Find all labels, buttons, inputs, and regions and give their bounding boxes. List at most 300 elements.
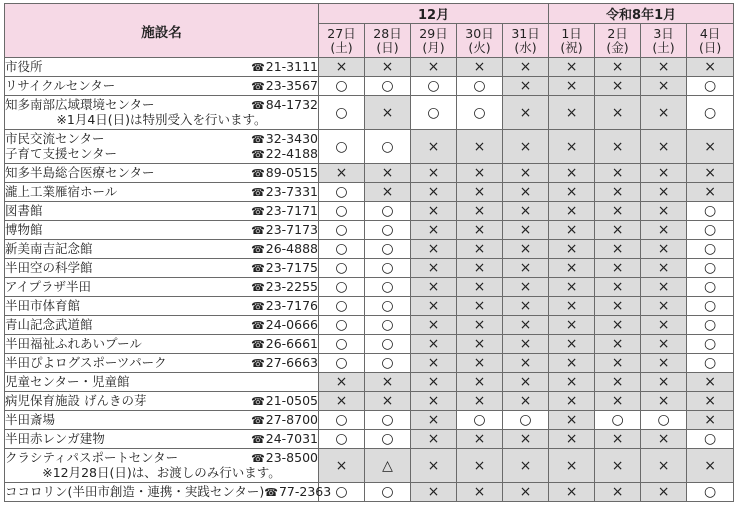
status-open: ○ — [365, 316, 411, 335]
status-closed: × — [595, 297, 641, 316]
table-row — [5, 411, 734, 430]
status-closed: × — [595, 58, 641, 77]
status-closed: × — [549, 316, 595, 335]
facility-name: 青山記念武道館 — [5, 316, 93, 332]
status-open: ○ — [365, 297, 411, 316]
phone-number — [251, 166, 318, 181]
status-open: ○ — [319, 221, 365, 240]
phone-number-text: 26-6661 — [265, 335, 318, 351]
status-closed: × — [457, 316, 503, 335]
day-weekday: (水) — [514, 39, 537, 55]
phone-number — [251, 185, 318, 200]
status-closed: × — [503, 240, 549, 259]
status-open: ○ — [687, 96, 734, 130]
status-closed: × — [641, 483, 687, 502]
status-closed: × — [457, 202, 503, 221]
status-open: ○ — [319, 240, 365, 259]
status-open: ○ — [365, 335, 411, 354]
status-closed: × — [457, 278, 503, 297]
status-closed: × — [457, 164, 503, 183]
phone-number-text: 89-0515 — [265, 164, 318, 180]
status-closed: × — [365, 392, 411, 411]
status-open: ○ — [687, 335, 734, 354]
status-closed: × — [457, 221, 503, 240]
status-closed: × — [641, 430, 687, 449]
status-open: ○ — [411, 96, 457, 130]
day-header — [687, 24, 734, 58]
facility-cell — [5, 96, 319, 130]
table-row — [5, 335, 734, 354]
status-closed: × — [549, 96, 595, 130]
status-closed: × — [503, 77, 549, 96]
status-closed: × — [595, 240, 641, 259]
status-open: ○ — [457, 77, 503, 96]
day-weekday: (祝) — [560, 39, 583, 55]
status-closed: × — [319, 449, 365, 483]
facility-name: 半田ぴよログスポーツパーク — [5, 354, 167, 370]
status-open: ○ — [365, 240, 411, 259]
status-closed: × — [641, 278, 687, 297]
status-closed: × — [687, 130, 734, 164]
status-closed: × — [687, 373, 734, 392]
table-row — [5, 164, 734, 183]
phone-number — [251, 147, 318, 162]
table-row — [5, 259, 734, 278]
status-closed: × — [687, 58, 734, 77]
facility-name: クラシティパスポートセンター — [5, 450, 179, 465]
facility-cell — [5, 240, 319, 259]
facility-cell — [5, 278, 319, 297]
status-closed: × — [503, 297, 549, 316]
facility-cell — [5, 392, 319, 411]
status-closed: × — [457, 58, 503, 77]
day-header — [641, 24, 687, 58]
phone-number — [251, 261, 318, 276]
status-closed: × — [641, 202, 687, 221]
status-closed: × — [457, 259, 503, 278]
phone-number — [251, 337, 318, 352]
status-open: ○ — [687, 430, 734, 449]
status-open: ○ — [687, 77, 734, 96]
day-date: 27日 — [327, 25, 356, 41]
telephone-icon: ☎ — [251, 299, 265, 313]
facility-cell — [5, 373, 319, 392]
phone-number — [251, 318, 318, 333]
phone-number-text: 23-7175 — [265, 259, 318, 275]
status-open: ○ — [319, 77, 365, 96]
status-closed: × — [503, 96, 549, 130]
status-closed: × — [365, 183, 411, 202]
day-header — [457, 24, 503, 58]
telephone-icon: ☎ — [251, 60, 265, 74]
status-open: ○ — [365, 130, 411, 164]
month-header-january: 令和8年1月 — [549, 4, 734, 24]
facility-cell — [5, 297, 319, 316]
status-open: ○ — [365, 221, 411, 240]
facility-name: 知多南部広域環境センター — [5, 97, 155, 112]
phone-number — [251, 132, 318, 147]
phone-number-text: 23-7176 — [265, 297, 318, 313]
status-closed: × — [411, 259, 457, 278]
status-open: ○ — [319, 259, 365, 278]
status-closed: × — [457, 483, 503, 502]
day-weekday: (土) — [330, 39, 353, 55]
status-closed: × — [641, 96, 687, 130]
day-weekday: (日) — [698, 39, 722, 55]
facility-cell — [5, 221, 319, 240]
status-open: ○ — [457, 411, 503, 430]
telephone-icon: ☎ — [251, 147, 265, 161]
status-open: ○ — [319, 278, 365, 297]
phone-number — [264, 485, 331, 500]
telephone-icon: ☎ — [251, 413, 265, 427]
phone-number-text: 23-7173 — [265, 221, 318, 237]
status-closed: × — [641, 297, 687, 316]
phone-number-text: 77-2363 — [278, 483, 332, 499]
table-row — [5, 483, 734, 502]
facility-cell — [5, 430, 319, 449]
facility-name: 市役所 — [5, 58, 43, 74]
status-closed: × — [641, 221, 687, 240]
status-closed: × — [595, 316, 641, 335]
status-closed: × — [595, 77, 641, 96]
status-closed: × — [319, 164, 365, 183]
status-closed: × — [641, 392, 687, 411]
status-closed: × — [641, 449, 687, 483]
phone-number-text: 23-3567 — [265, 77, 318, 93]
phone-number — [251, 242, 318, 257]
status-closed: × — [595, 278, 641, 297]
status-closed: × — [457, 392, 503, 411]
status-open: ○ — [319, 202, 365, 221]
status-open: ○ — [503, 411, 549, 430]
phone-number — [251, 60, 318, 75]
phone-number — [251, 223, 318, 238]
status-closed: × — [549, 483, 595, 502]
phone-number-text: 23-7171 — [265, 202, 318, 218]
status-closed: × — [595, 392, 641, 411]
telephone-icon: ☎ — [251, 261, 265, 275]
status-partial: △ — [365, 449, 411, 483]
day-date: 28日 — [373, 25, 402, 41]
status-closed: × — [411, 335, 457, 354]
status-closed: × — [595, 354, 641, 373]
telephone-icon: ☎ — [251, 356, 265, 370]
telephone-icon: ☎ — [251, 280, 265, 294]
status-closed: × — [457, 335, 503, 354]
facility-name: 半田市体育館 — [5, 297, 81, 313]
day-weekday: (火) — [468, 39, 491, 55]
status-closed: × — [595, 430, 641, 449]
status-closed: × — [503, 483, 549, 502]
phone-number — [251, 432, 318, 447]
status-closed: × — [411, 240, 457, 259]
status-closed: × — [641, 335, 687, 354]
phone-number-text: 27-8700 — [265, 411, 318, 427]
table-row — [5, 354, 734, 373]
facility-cell — [5, 164, 319, 183]
facility-name: 病児保育施設 げんきの芽 — [5, 392, 147, 408]
telephone-icon: ☎ — [264, 485, 278, 499]
status-open: ○ — [687, 297, 734, 316]
table-row — [5, 96, 734, 130]
phone-number-text: 23-7331 — [265, 183, 318, 199]
status-open: ○ — [687, 221, 734, 240]
status-closed: × — [641, 183, 687, 202]
day-weekday: (日) — [376, 39, 399, 55]
table-row — [5, 183, 734, 202]
facility-name: アイプラザ半田 — [5, 278, 92, 294]
status-closed: × — [503, 202, 549, 221]
status-closed: × — [549, 164, 595, 183]
status-closed: × — [503, 430, 549, 449]
status-closed: × — [549, 130, 595, 164]
status-closed: × — [411, 411, 457, 430]
telephone-icon: ☎ — [251, 223, 265, 237]
status-open: ○ — [319, 297, 365, 316]
status-closed: × — [549, 202, 595, 221]
table-row — [5, 449, 734, 483]
month-header-december: 12月 — [319, 4, 549, 24]
status-closed: × — [503, 278, 549, 297]
status-closed: × — [503, 373, 549, 392]
status-closed: × — [503, 221, 549, 240]
facility-cell — [5, 449, 319, 483]
telephone-icon: ☎ — [251, 204, 265, 218]
status-closed: × — [549, 58, 595, 77]
facility-cell — [5, 202, 319, 221]
day-date: 3日 — [653, 25, 674, 41]
telephone-icon: ☎ — [251, 452, 265, 465]
status-closed: × — [503, 335, 549, 354]
status-closed: × — [549, 278, 595, 297]
facility-column-header: 施設名 — [5, 4, 319, 58]
facility-name: 半田福祉ふれあいプール — [5, 335, 142, 351]
status-closed: × — [641, 373, 687, 392]
status-closed: × — [457, 354, 503, 373]
status-open: ○ — [319, 335, 365, 354]
table-row — [5, 202, 734, 221]
status-closed: × — [595, 335, 641, 354]
status-closed: × — [411, 183, 457, 202]
status-closed: × — [595, 96, 641, 130]
table-row — [5, 278, 734, 297]
day-weekday: (金) — [606, 39, 629, 55]
status-closed: × — [687, 392, 734, 411]
status-open: ○ — [641, 411, 687, 430]
phone-number-text: 23-2255 — [265, 278, 318, 294]
status-open: ○ — [365, 278, 411, 297]
status-closed: × — [411, 316, 457, 335]
status-closed: × — [641, 259, 687, 278]
status-closed: × — [411, 430, 457, 449]
phone-number-text: 26-4888 — [265, 240, 318, 256]
facility-cell — [5, 130, 319, 164]
facility-name: 知多半島総合医療センター — [5, 164, 155, 180]
status-closed: × — [457, 373, 503, 392]
table-row — [5, 297, 734, 316]
table-row — [5, 77, 734, 96]
phone-number — [251, 299, 318, 314]
status-closed: × — [595, 483, 641, 502]
facility-name: 半田赤レンガ建物 — [5, 430, 105, 446]
status-open: ○ — [319, 183, 365, 202]
status-closed: × — [411, 373, 457, 392]
status-open: ○ — [319, 316, 365, 335]
facility-name: 児童センター・児童館 — [5, 374, 130, 389]
status-open: ○ — [687, 354, 734, 373]
facility-name: 子育て支援センター — [5, 145, 118, 161]
day-date: 1日 — [561, 25, 582, 41]
phone-number — [251, 79, 318, 94]
facility-name: 半田空の科学館 — [5, 259, 93, 275]
day-date: 4日 — [699, 25, 721, 41]
table-row — [5, 392, 734, 411]
status-closed: × — [549, 411, 595, 430]
table-row — [5, 373, 734, 392]
status-closed: × — [457, 240, 503, 259]
day-header — [365, 24, 411, 58]
phone-number-text: 24-0666 — [265, 316, 318, 332]
day-date: 31日 — [511, 25, 540, 41]
status-closed: × — [503, 183, 549, 202]
status-open: ○ — [687, 278, 734, 297]
status-closed: × — [595, 164, 641, 183]
table-row — [5, 130, 734, 164]
facility-name: リサイクルセンター — [5, 77, 116, 93]
status-closed: × — [365, 164, 411, 183]
status-open: ○ — [319, 430, 365, 449]
status-closed: × — [549, 259, 595, 278]
status-open: ○ — [365, 202, 411, 221]
status-closed: × — [411, 354, 457, 373]
status-open: ○ — [687, 240, 734, 259]
status-open: ○ — [687, 483, 734, 502]
status-closed: × — [549, 183, 595, 202]
status-open: ○ — [365, 77, 411, 96]
status-closed: × — [457, 297, 503, 316]
status-open: ○ — [595, 411, 641, 430]
status-open: ○ — [365, 411, 411, 430]
status-closed: × — [595, 221, 641, 240]
facility-cell — [5, 58, 319, 77]
telephone-icon: ☎ — [251, 132, 265, 146]
telephone-icon: ☎ — [251, 318, 265, 332]
facility-name: 図書館 — [5, 202, 43, 218]
status-closed: × — [503, 130, 549, 164]
status-closed: × — [457, 130, 503, 164]
status-closed: × — [503, 392, 549, 411]
status-closed: × — [503, 164, 549, 183]
status-closed: × — [641, 58, 687, 77]
status-closed: × — [549, 297, 595, 316]
phone-number — [251, 356, 318, 371]
facility-cell — [5, 411, 319, 430]
status-open: ○ — [365, 483, 411, 502]
telephone-icon: ☎ — [251, 79, 265, 93]
facility-cell — [5, 335, 319, 354]
status-open: ○ — [319, 130, 365, 164]
status-closed: × — [411, 164, 457, 183]
status-closed: × — [365, 96, 411, 130]
status-open: ○ — [365, 259, 411, 278]
table-row — [5, 240, 734, 259]
status-closed: × — [687, 164, 734, 183]
status-closed: × — [411, 297, 457, 316]
status-open: ○ — [365, 430, 411, 449]
status-closed: × — [641, 354, 687, 373]
telephone-icon: ☎ — [251, 432, 265, 446]
status-closed: × — [595, 202, 641, 221]
day-date: 30日 — [465, 25, 494, 41]
day-weekday: (土) — [652, 39, 675, 55]
status-closed: × — [641, 77, 687, 96]
status-open: ○ — [319, 96, 365, 130]
status-closed: × — [319, 373, 365, 392]
phone-number-text: 23-8500 — [265, 450, 318, 465]
status-open: ○ — [457, 96, 503, 130]
status-closed: × — [549, 354, 595, 373]
status-open: ○ — [319, 354, 365, 373]
phone-number-text: 27-6663 — [265, 354, 318, 370]
status-closed: × — [457, 430, 503, 449]
status-closed: × — [319, 58, 365, 77]
status-closed: × — [411, 483, 457, 502]
table-row — [5, 221, 734, 240]
status-closed: × — [365, 373, 411, 392]
closure-schedule-table — [4, 3, 734, 502]
status-closed: × — [549, 373, 595, 392]
status-closed: × — [641, 130, 687, 164]
facility-name: 博物館 — [5, 221, 43, 237]
day-header — [503, 24, 549, 58]
status-closed: × — [319, 392, 365, 411]
facility-name: 市民交流センター — [5, 130, 105, 146]
status-open: ○ — [687, 316, 734, 335]
phone-number — [251, 413, 318, 428]
phone-number — [251, 98, 318, 113]
status-closed: × — [687, 183, 734, 202]
facility-cell — [5, 183, 319, 202]
status-closed: × — [549, 221, 595, 240]
phone-number-text: 22-4188 — [265, 145, 318, 161]
status-closed: × — [411, 449, 457, 483]
facility-cell — [5, 77, 319, 96]
status-closed: × — [595, 130, 641, 164]
facility-cell — [5, 354, 319, 373]
telephone-icon: ☎ — [251, 337, 265, 351]
status-closed: × — [503, 354, 549, 373]
status-closed: × — [411, 202, 457, 221]
telephone-icon: ☎ — [251, 242, 265, 256]
status-open: ○ — [687, 259, 734, 278]
day-header — [549, 24, 595, 58]
status-closed: × — [641, 240, 687, 259]
day-date: 29日 — [419, 25, 448, 41]
status-closed: × — [549, 77, 595, 96]
phone-number-text: 21-3111 — [265, 58, 318, 74]
status-open: ○ — [319, 483, 365, 502]
status-closed: × — [549, 430, 595, 449]
phone-number-text: 32-3430 — [265, 130, 318, 146]
status-open: ○ — [687, 202, 734, 221]
status-closed: × — [549, 335, 595, 354]
day-header — [411, 24, 457, 58]
status-open: ○ — [411, 77, 457, 96]
status-closed: × — [549, 240, 595, 259]
status-closed: × — [595, 259, 641, 278]
status-closed: × — [641, 316, 687, 335]
